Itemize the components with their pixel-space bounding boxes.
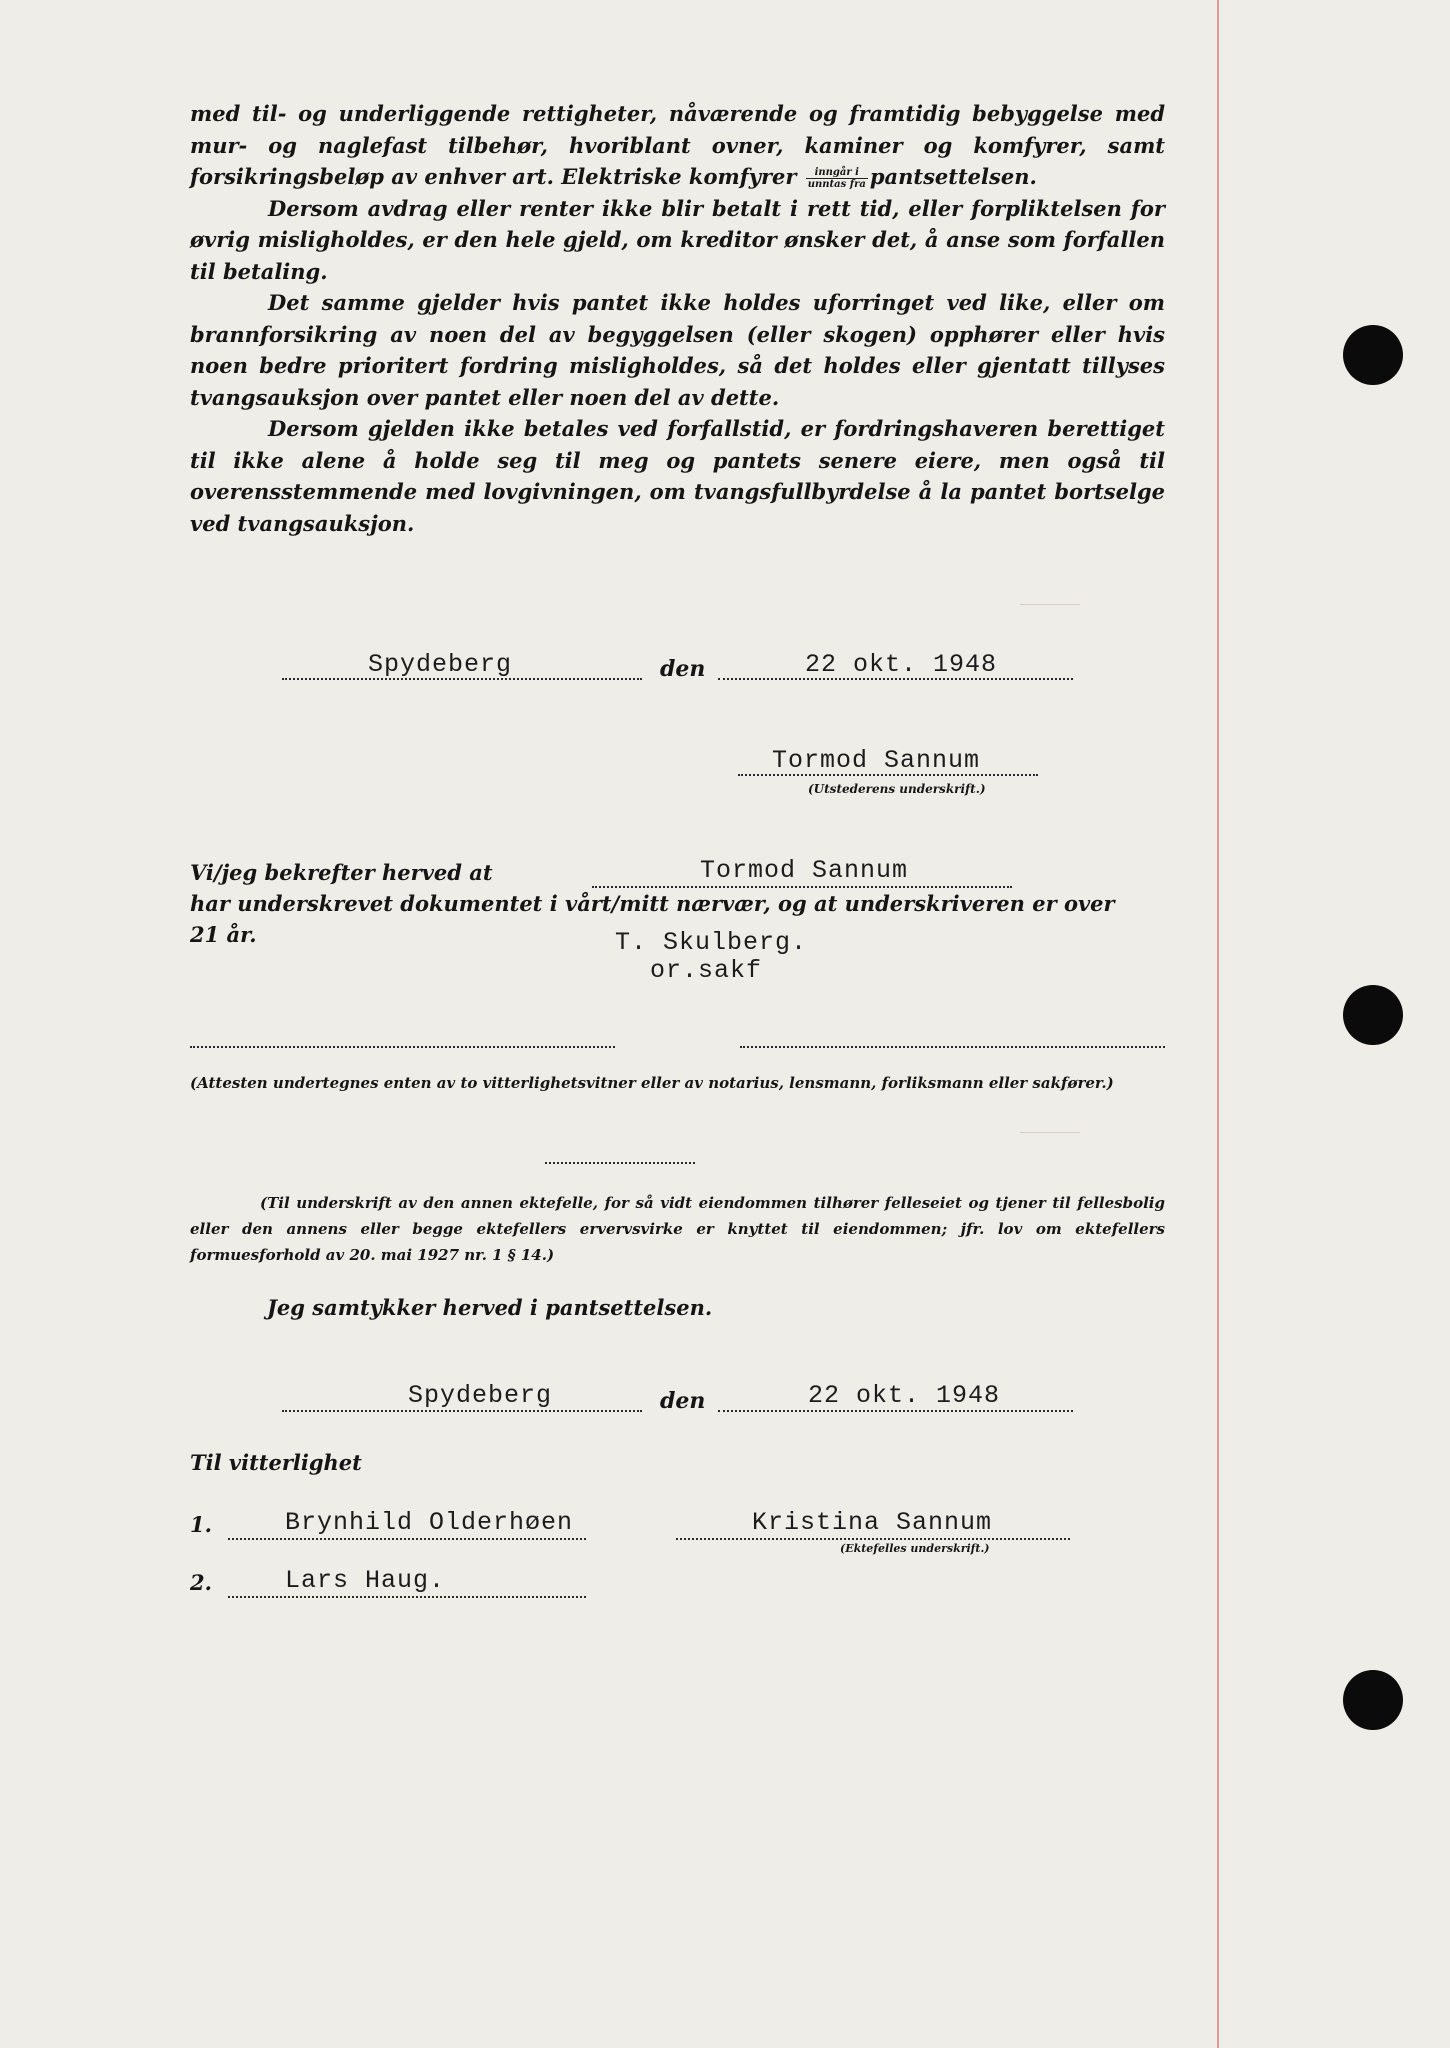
attest-note: (Attesten undertegnes enten av to vitterlighetsvitner eller av notarius, lensmann, forliksmann eller sakfører.) <box>190 1074 1114 1092</box>
paragraph-1-text: med til- og underliggende rettigheter, nåværende og framtidig bebyggelse med mur- og naglefast tilbehør, hvoriblant ovner, kaminer og komfyrer, samt forsikringsbeløp av enhver art. Elektriske komfyrer <box>190 101 1165 189</box>
consent-statement: Jeg samtykker herved i pantsettelsen. <box>267 1295 713 1320</box>
witness-2-line <box>228 1596 586 1598</box>
confirmation-line-2: har underskrevet dokumentet i vårt/mitt nærvær, og at underskriveren er over <box>190 891 1115 916</box>
spouse-signature-line <box>676 1538 1070 1540</box>
confirmation-name-line <box>592 886 1012 888</box>
punch-hole <box>1343 325 1403 385</box>
place-1: Spydeberg <box>368 650 513 679</box>
spouse-signature: Kristina Sannum <box>752 1508 993 1537</box>
witness-1-number: 1. <box>190 1512 212 1537</box>
spouse-note: (Til underskrift av den annen ektefelle, for så vidt eiendommen tilhører felleseiet og tjener til fellesbolig eller den annens eller begge ektefellers ervervsvirke er knyttet til eiendommen; jfr. lov om ektefellers formuesforhold av 20. mai 1927 nr. 1 § 14.) <box>190 1194 1165 1264</box>
paragraph-1-end: pantsettelsen. <box>869 164 1037 189</box>
punch-hole <box>1343 985 1403 1045</box>
bleed-through-mark: ——— <box>1020 1120 1080 1142</box>
mortgage-terms <box>190 98 1165 539</box>
punch-hole <box>1343 1670 1403 1730</box>
paragraph-2: Dersom avdrag eller renter ikke blir betalt i rett tid, eller forpliktelsen for øvrig misligholdes, er den hele gjeld, om kreditor ønsker det, å anse som forfallen til betaling. <box>190 195 1165 284</box>
confirmation-prefix: Vi/jeg bekrefter herved at <box>190 860 493 885</box>
issuer-caption: (Utstederens underskrift.) <box>808 782 986 796</box>
paragraph-3: Det samme gjelder hvis pantet ikke holdes uforringet ved like, eller om brannforsikring av noen del av begyggelsen (eller skogen) opphører eller hvis noen bedre prioritert fordring misligholdes, så det holdes eller gjentatt tillyses tvangsauksjon over pantet eller noen del av dette. <box>190 290 1165 410</box>
fraction-choice <box>806 167 868 190</box>
witness-2-number: 2. <box>190 1570 212 1595</box>
witness-heading: Til vitterlighet <box>190 1450 362 1475</box>
place-line-2 <box>282 1410 642 1412</box>
den-label-2: den <box>660 1388 706 1414</box>
den-label-1: den <box>660 656 706 682</box>
witness-2-signature: Lars Haug. <box>285 1566 446 1595</box>
confirmation-line-3: 21 år. <box>190 922 257 947</box>
date-line-2 <box>718 1410 1073 1412</box>
date-2: 22 okt. 1948 <box>808 1381 1001 1410</box>
date-1: 22 okt. 1948 <box>805 650 998 679</box>
paragraph-4: Dersom gjelden ikke betales ved forfallstid, er fordringshaveren berettiget til ikke alene å holde seg til meg og pantets senere eiere, men også til overensstemmende med lovgivningen, om tvangsfullbyrdelse å la pantet bortselge ved tvangsauksjon. <box>190 416 1165 536</box>
bleed-through-mark: ——— <box>1020 592 1080 614</box>
attest-line-right <box>740 1046 1165 1048</box>
witness-1-signature: Brynhild Olderhøen <box>285 1508 574 1537</box>
witness-1-line <box>228 1538 586 1540</box>
attest-line-left <box>190 1046 615 1048</box>
separator-line <box>545 1162 695 1164</box>
issuer-signature: Tormod Sannum <box>772 746 981 775</box>
witness-signature: T. Skulberg. <box>615 928 808 957</box>
paragraph-1 <box>190 98 1165 193</box>
fraction-bottom: unntas fra <box>807 179 866 190</box>
margin-line <box>1217 0 1219 2048</box>
spouse-caption: (Ektefelles underskrift.) <box>840 1542 990 1555</box>
witness-title: or.sakf <box>650 956 763 985</box>
place-2: Spydeberg <box>408 1381 553 1410</box>
confirmation-name: Tormod Sannum <box>700 856 909 885</box>
fraction-top: inngår i <box>806 167 868 179</box>
